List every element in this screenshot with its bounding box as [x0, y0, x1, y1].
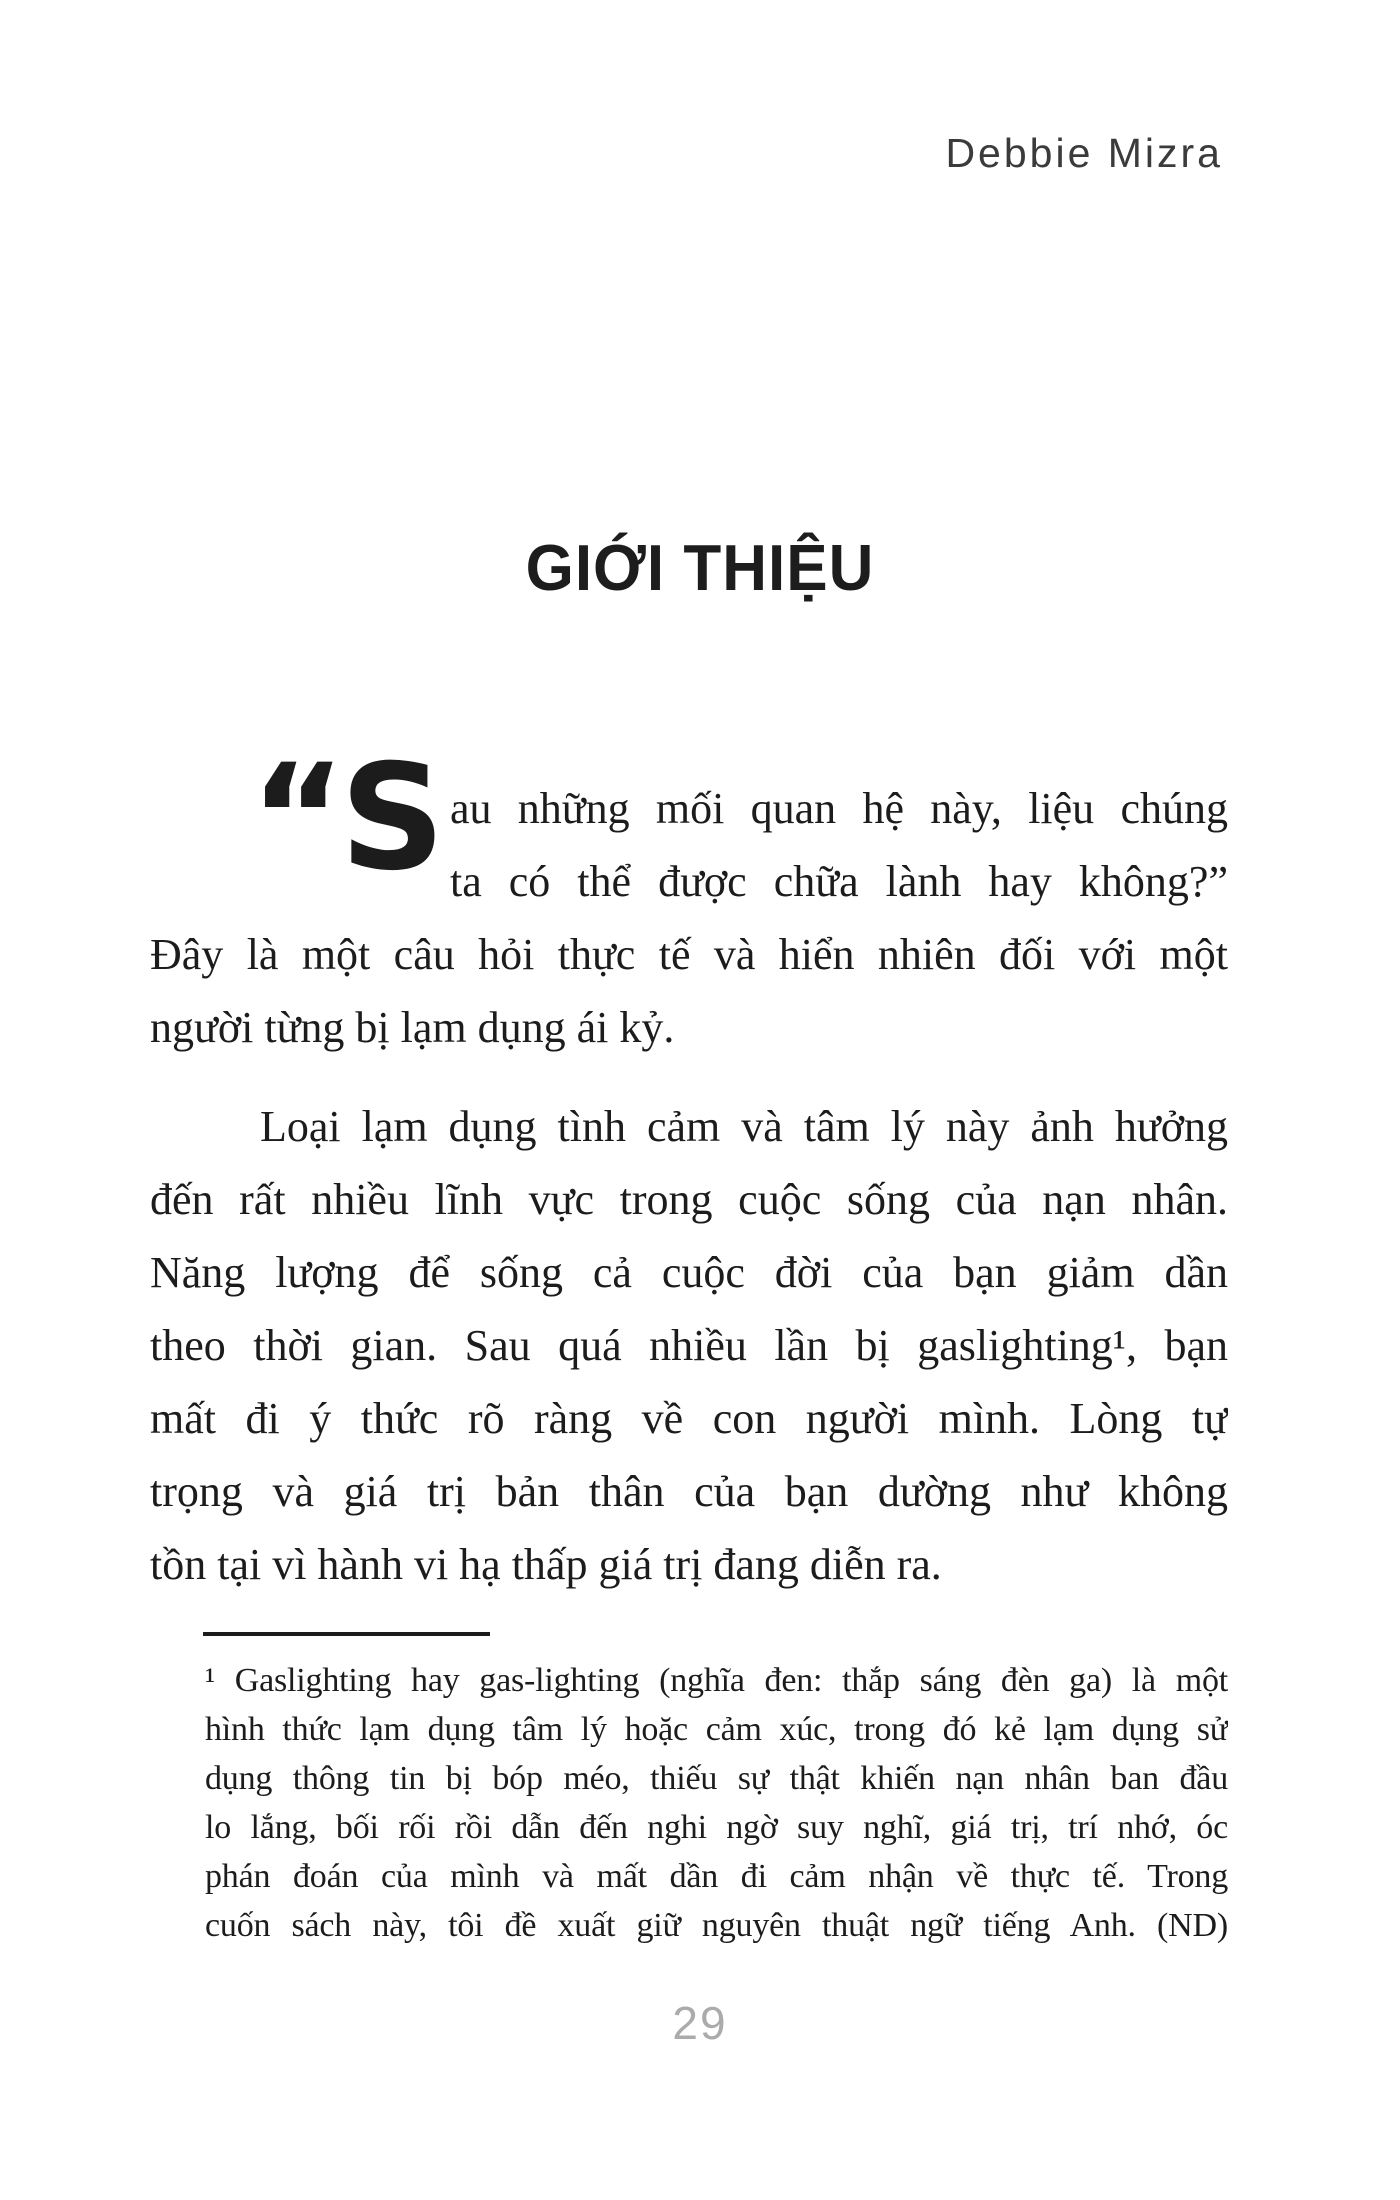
body-line: theo thời gian. Sau quá nhiều lần bị gaslighting¹, bạn [150, 1321, 1228, 1370]
chapter-title: GIỚI THIỆU [525, 532, 875, 605]
body-line: người từng bị lạm dụng ái kỷ. [150, 1003, 675, 1052]
dropcap-quote-s: “S [250, 733, 440, 903]
footnote-line: dụng thông tin bị bóp méo, thiếu sự thật khiến nạn nhân ban đầu [205, 1760, 1228, 1797]
running-header: Debbie Mizra [945, 130, 1223, 176]
body-text-column [150, 733, 1228, 1601]
footnote-line: phán đoán của mình và mất dần đi cảm nhận về thực tế. Trong [205, 1858, 1228, 1895]
body-line: đến rất nhiều lĩnh vực trong cuộc sống của nạn nhân. [150, 1175, 1228, 1224]
body-line: tồn tại vì hành vi hạ thấp giá trị đang diễn ra. [150, 1540, 942, 1589]
footnote-line: lo lắng, bối rối rồi dẫn đến nghi ngờ suy nghĩ, giá trị, trí nhớ, óc [205, 1809, 1228, 1846]
body-line: mất đi ý thức rõ ràng về con người mình. Lòng tự [150, 1394, 1228, 1443]
body-line: ta có thể được chữa lành hay không?” [450, 857, 1228, 906]
footnote-block [205, 1656, 1228, 1950]
body-line: Đây là một câu hỏi thực tế và hiển nhiên đối với một [150, 930, 1228, 979]
dropcap-container [150, 733, 450, 918]
body-line: au những mối quan hệ này, liệu chúng [450, 784, 1228, 833]
body-line: trọng và giá trị bản thân của bạn dường như không [150, 1467, 1228, 1516]
paragraph-2 [150, 1090, 1228, 1601]
footnote-separator-rule [203, 1632, 490, 1636]
paragraph-1-opening [150, 733, 1228, 918]
footnote-line: ¹ Gaslighting hay gas-lighting (nghĩa đen: thắp sáng đèn ga) là một [205, 1662, 1228, 1699]
page-number: 29 [672, 1997, 728, 2049]
footnote-line: cuốn sách này, tôi đề xuất giữ nguyên thuật ngữ tiếng Anh. (ND) [205, 1907, 1228, 1944]
body-line: Năng lượng để sống cả cuộc đời của bạn giảm dần [150, 1248, 1228, 1297]
footnote-line: hình thức lạm dụng tâm lý hoặc cảm xúc, trong đó kẻ lạm dụng sử [205, 1711, 1228, 1748]
paragraph-1-wrapped-lines [450, 772, 1228, 918]
body-line: Loại lạm dụng tình cảm và tâm lý này ảnh hưởng [260, 1102, 1228, 1151]
